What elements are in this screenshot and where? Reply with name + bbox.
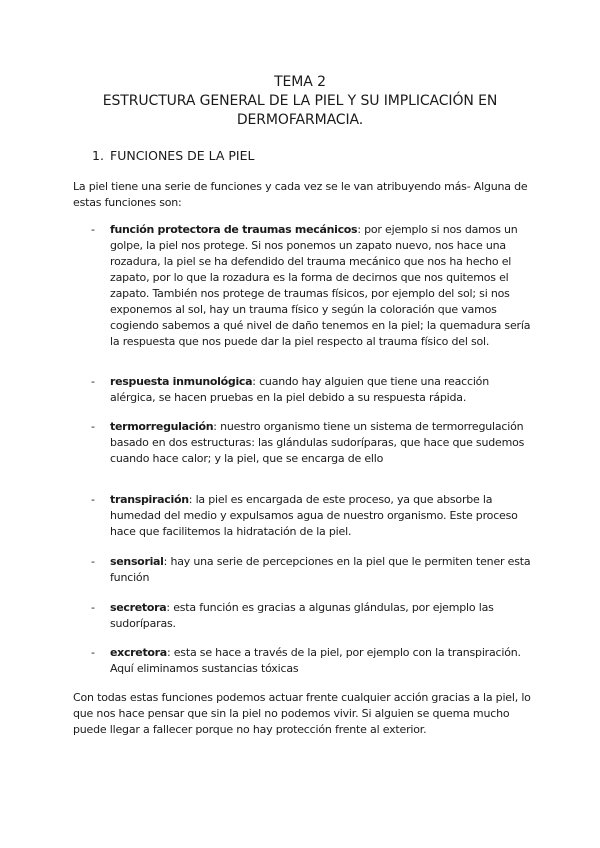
list-item-term: secretora [110,601,167,614]
section-heading [92,148,254,164]
list-item-term: sensorial [110,555,164,568]
list-item-text: : nuestro organismo tiene un sistema de termorregulación basado en dos estructuras: las glándulas sudoríparas, que hace que sudemos cuando hace calor; y la piel, que se encarga de ello [110,420,525,465]
list-item-text: : esta se hace a través de la piel, por ejemplo con la transpiración. Aquí eliminamos sustancias tóxicas [110,646,521,675]
document-title-line-2: ESTRUCTURA GENERAL DE LA PIEL Y SU IMPLICACIÓN EN [102,93,498,109]
list-item-text: : esta función es gracias a algunas glándulas, por ejemplo las sudoríparas. [110,601,494,630]
list-item-inmunologica [91,374,536,406]
list-dash: - [91,601,95,614]
closing-paragraph: Con todas estas funciones podemos actuar frente cualquier acción gracias a la piel, lo que nos hace pensar que sin la piel no podemos vivir. Si alguien se quema mucho puede llegar a fallecer porque no hay protección frente al exterior. [73,691,531,736]
list-item-transpiracion [91,492,536,540]
intro-paragraph: La piel tiene una serie de funciones y cada vez se le van atribuyendo más- Alguna de estas funciones son: [73,180,528,209]
list-item-term: termorregulación [110,420,214,433]
list-item-termorregulacion [91,419,536,467]
list-item-term: excretora [110,646,167,659]
list-item-text: : la piel es encargada de este proceso, ya que absorbe la humedad del medio y expulsamos agua de nuestro organismo. Este proceso hace que facilitemos la hidratación de la piel. [110,493,518,538]
section-number: 1. [92,148,104,163]
list-item-secretora [91,600,536,632]
document-title-line-1: TEMA 2 [274,74,326,90]
section-title: FUNCIONES DE LA PIEL [110,148,255,163]
list-item-excretora [91,645,536,677]
list-dash: - [91,420,95,433]
list-item-text: : cuando hay alguien que tiene una reacción alérgica, se hacen pruebas en la piel debido a su respuesta rápida. [110,375,489,404]
list-dash: - [91,646,95,659]
list-item-sensorial [91,554,536,586]
list-item-term: respuesta inmunológica [110,375,253,388]
list-item-text: : por ejemplo si nos damos un golpe, la piel nos protege. Si nos ponemos un zapato nuevo, nos hace una rozadura, la piel se ha defendido del trauma mecánico que nos ha hecho el zapato, por lo que la rozadura es la forma de decirnos que nos quitemos el zapato. También nos protege de traumas físicos, por ejemplo del sol; si nos exponemos al sol, hay un trauma físico y según la coloración que vamos cogiendo sabemos a qué nivel de daño tenemos en la piel; la quemadura sería la respuesta que nos puede dar la piel respecto al trauma físico del sol. [110,223,531,348]
list-item-text: : hay una serie de percepciones en la piel que le permiten tener esta función [110,555,531,584]
document-title-line-3: DERMOFARMACIA. [236,112,364,128]
list-dash: - [91,223,95,236]
list-item-term: transpiración [110,493,189,506]
list-dash: - [91,375,95,388]
list-item-term: función protectora de traumas mecánicos [110,223,358,236]
list-dash: - [91,555,95,568]
list-dash: - [91,493,95,506]
list-item-protectora [91,222,536,350]
